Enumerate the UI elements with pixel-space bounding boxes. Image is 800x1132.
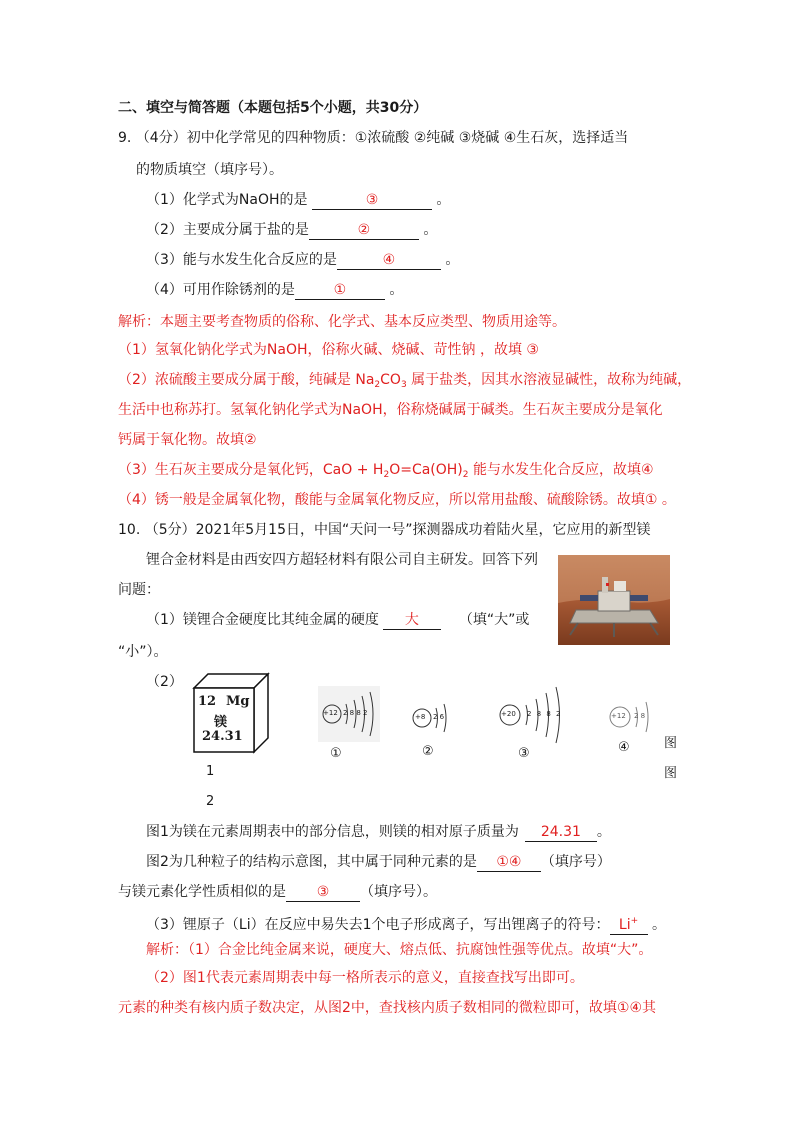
- fig1-question-prefix: 图1为镁在元素周期表中的部分信息，则镁的相对原子质量为: [146, 824, 519, 840]
- q9-item-1-prefix: （1）化学式为NaOH的是: [146, 192, 312, 208]
- q9-stem-line2: 的物质填空（填序号）。: [136, 162, 283, 178]
- q9-item-1-suffix: 。: [431, 192, 451, 208]
- q9-analysis-p3-sub2: 2: [462, 470, 469, 480]
- q9-stem-line1: 9. （4分）初中化学常见的四种物质：①浓硫酸 ②纯碱 ③烧碱 ④生石灰，选择适当: [118, 130, 629, 146]
- fig1-answer: 24.31: [525, 823, 597, 842]
- particle-2-shells: 2 6: [433, 713, 445, 721]
- q9-item-4-prefix: （4）可用作除锈剂的是: [146, 282, 295, 298]
- particle-diagram-1: [318, 686, 380, 742]
- q9-item-2-prefix: （2）主要成分属于盐的是: [146, 222, 309, 238]
- element-symbol: Mg: [226, 694, 250, 709]
- q10-analysis-p1: 解析：（1）合金比纯金属来说，硬度大、熔点低、抗腐蚀性强等优点。故填“大”。: [146, 942, 653, 958]
- fig2-label-a: 图: [664, 736, 678, 751]
- q9-item-4: [146, 280, 403, 300]
- periodic-table-cell: [190, 670, 270, 754]
- element-mass: 24.31: [202, 729, 243, 744]
- q10-sub3-answer-sup: +: [630, 916, 639, 926]
- section-title: 二、填空与简答题（本题包括5个小题，共30分）: [118, 100, 428, 116]
- q9-item-2: [146, 220, 437, 240]
- q10-sub1: [146, 610, 529, 630]
- q10-sub2-label: （2）: [146, 674, 183, 690]
- particle-4-shells: 2 8: [634, 712, 646, 720]
- q9-analysis-p3-sub1: 2: [383, 470, 390, 480]
- q9-item-4-suffix: 。: [384, 282, 404, 298]
- q9-item-3-answer: ④: [337, 251, 441, 270]
- q9-analysis-p1: （1）氢氧化钠化学式为NaOH，俗称火碱、烧碱、苛性钠 ，故填 ③: [118, 342, 539, 358]
- q10-sub1-suffix: （填“大”或: [458, 612, 530, 628]
- q10-stem-line3: 问题：: [118, 582, 160, 598]
- particle-4-label: ④: [618, 740, 630, 755]
- fig1-label-b: 2: [206, 794, 215, 809]
- q9-analysis-head: 解析：本题主要考查物质的俗称、化学式、基本反应类型、物质用途等。: [118, 314, 566, 330]
- q10-analysis-p2: （2）图1代表元素周期表中每一格所表示的意义，直接查找写出即可。: [146, 970, 584, 986]
- q9-analysis-p2a-sub1: 2: [374, 380, 381, 390]
- mars-rover-photo: [558, 555, 670, 645]
- particle-diagram-4: [606, 694, 666, 740]
- particle-3-shells: 2 8 8 2: [527, 710, 561, 718]
- q9-analysis-p2a-text3: 属于盐类，因其水溶液显碱性，故称为纯碱，: [406, 372, 692, 388]
- element-number: 12: [198, 694, 217, 709]
- fig2-question-suffix: （填序号）: [540, 854, 611, 870]
- q9-item-3: [146, 250, 459, 270]
- particle-3-nucleus: +20: [501, 710, 516, 718]
- q9-analysis-p2a: [118, 370, 691, 395]
- fig2-question-prefix: 图2为几种粒子的结构示意图，其中属于同种元素的是: [146, 854, 477, 870]
- fig2-question: [146, 852, 611, 872]
- q9-item-3-prefix: （3）能与水发生化合反应的是: [146, 252, 337, 268]
- q9-item-2-answer: ②: [309, 221, 419, 240]
- element-name: 镁: [214, 715, 228, 730]
- q9-analysis-p4: （4）锈一般是金属氧化物，酸能与金属氧化物反应，所以常用盐酸、硫酸除锈。故填① 。: [118, 492, 676, 508]
- q9-item-4-answer: ①: [295, 281, 385, 300]
- particle-1-nucleus: +12: [323, 709, 338, 717]
- q9-item-1: [146, 190, 450, 210]
- particle-3-label: ③: [518, 746, 530, 761]
- particle-1-label: ①: [330, 746, 342, 761]
- q10-sub3-answer-text: Li: [618, 917, 631, 933]
- q10-sub3-prefix: （3）锂原子（Li）在反应中易失去1个电子形成离子，写出锂离子的符号：: [146, 917, 610, 933]
- particle-diagram-2: [408, 698, 458, 738]
- q10-sub1-prefix: （1）镁锂合金硬度比其纯金属的硬度: [146, 612, 379, 628]
- q10-sub3-answer: [610, 912, 648, 935]
- similar-question-prefix: 与镁元素化学性质相似的是: [118, 884, 286, 900]
- particle-2-label: ②: [422, 744, 434, 759]
- q10-sub1-line2: “小”）。: [118, 644, 168, 660]
- q9-analysis-p3-text3: 能与水发生化合反应，故填④: [468, 462, 654, 478]
- q9-item-2-suffix: 。: [418, 222, 438, 238]
- q10-stem-line2: 锂合金材料是由西安四方超轻材料有限公司自主研发。回答下列: [146, 552, 538, 568]
- similar-question: [118, 882, 437, 902]
- particle-diagram-3: [496, 684, 574, 746]
- fig2-answer: ①④: [477, 853, 541, 872]
- q10-sub3: [146, 912, 666, 935]
- mars-rover-illustration: [558, 555, 670, 645]
- particle-4-nucleus: +12: [611, 712, 626, 720]
- q10-stem-line1: 10. （5分）2021年5月15日，中国“天问一号”探测器成功着陆火星，它应用的新型镁: [118, 522, 651, 538]
- similar-question-suffix: （填序号）。: [360, 884, 437, 900]
- q9-analysis-p2a-text2: CO: [380, 372, 401, 388]
- q9-item-1-answer: ③: [312, 191, 432, 210]
- q9-analysis-p2a-text1: （2）浓硫酸主要成分属于酸，纯碱是 Na: [118, 372, 375, 388]
- q9-analysis-p2c: 钙属于氧化物。故填②: [118, 432, 257, 448]
- q10-sub3-suffix: 。: [647, 917, 666, 933]
- q9-analysis-p3-text2: O=Ca(OH): [389, 462, 463, 478]
- q9-analysis-p2b: 生活中也称苏打。氢氧化钠化学式为NaOH，俗称烧碱属于碱类。生石灰主要成分是氧化: [118, 402, 663, 418]
- q10-analysis-p3: 元素的种类有核内质子数决定，从图2中，查找核内质子数相同的微粒即可，故填①④其: [118, 1000, 657, 1016]
- particle-1-shells: 2 8 8 2: [343, 709, 368, 717]
- q10-sub1-answer: 大: [383, 611, 441, 630]
- fig2-label-b: 图: [664, 766, 678, 781]
- q9-analysis-p2a-sub2: 3: [400, 380, 407, 390]
- fig1-question: [146, 822, 611, 842]
- fig1-label-a: 1: [206, 764, 215, 779]
- q9-analysis-p3: [118, 460, 654, 485]
- q9-analysis-p3-text1: （3）生石灰主要成分是氧化钙，CaO + H: [118, 462, 384, 478]
- similar-answer: ③: [286, 883, 360, 902]
- particle-2-nucleus: +8: [415, 713, 426, 721]
- fig1-question-suffix: 。: [596, 824, 611, 840]
- q9-item-3-suffix: 。: [440, 252, 460, 268]
